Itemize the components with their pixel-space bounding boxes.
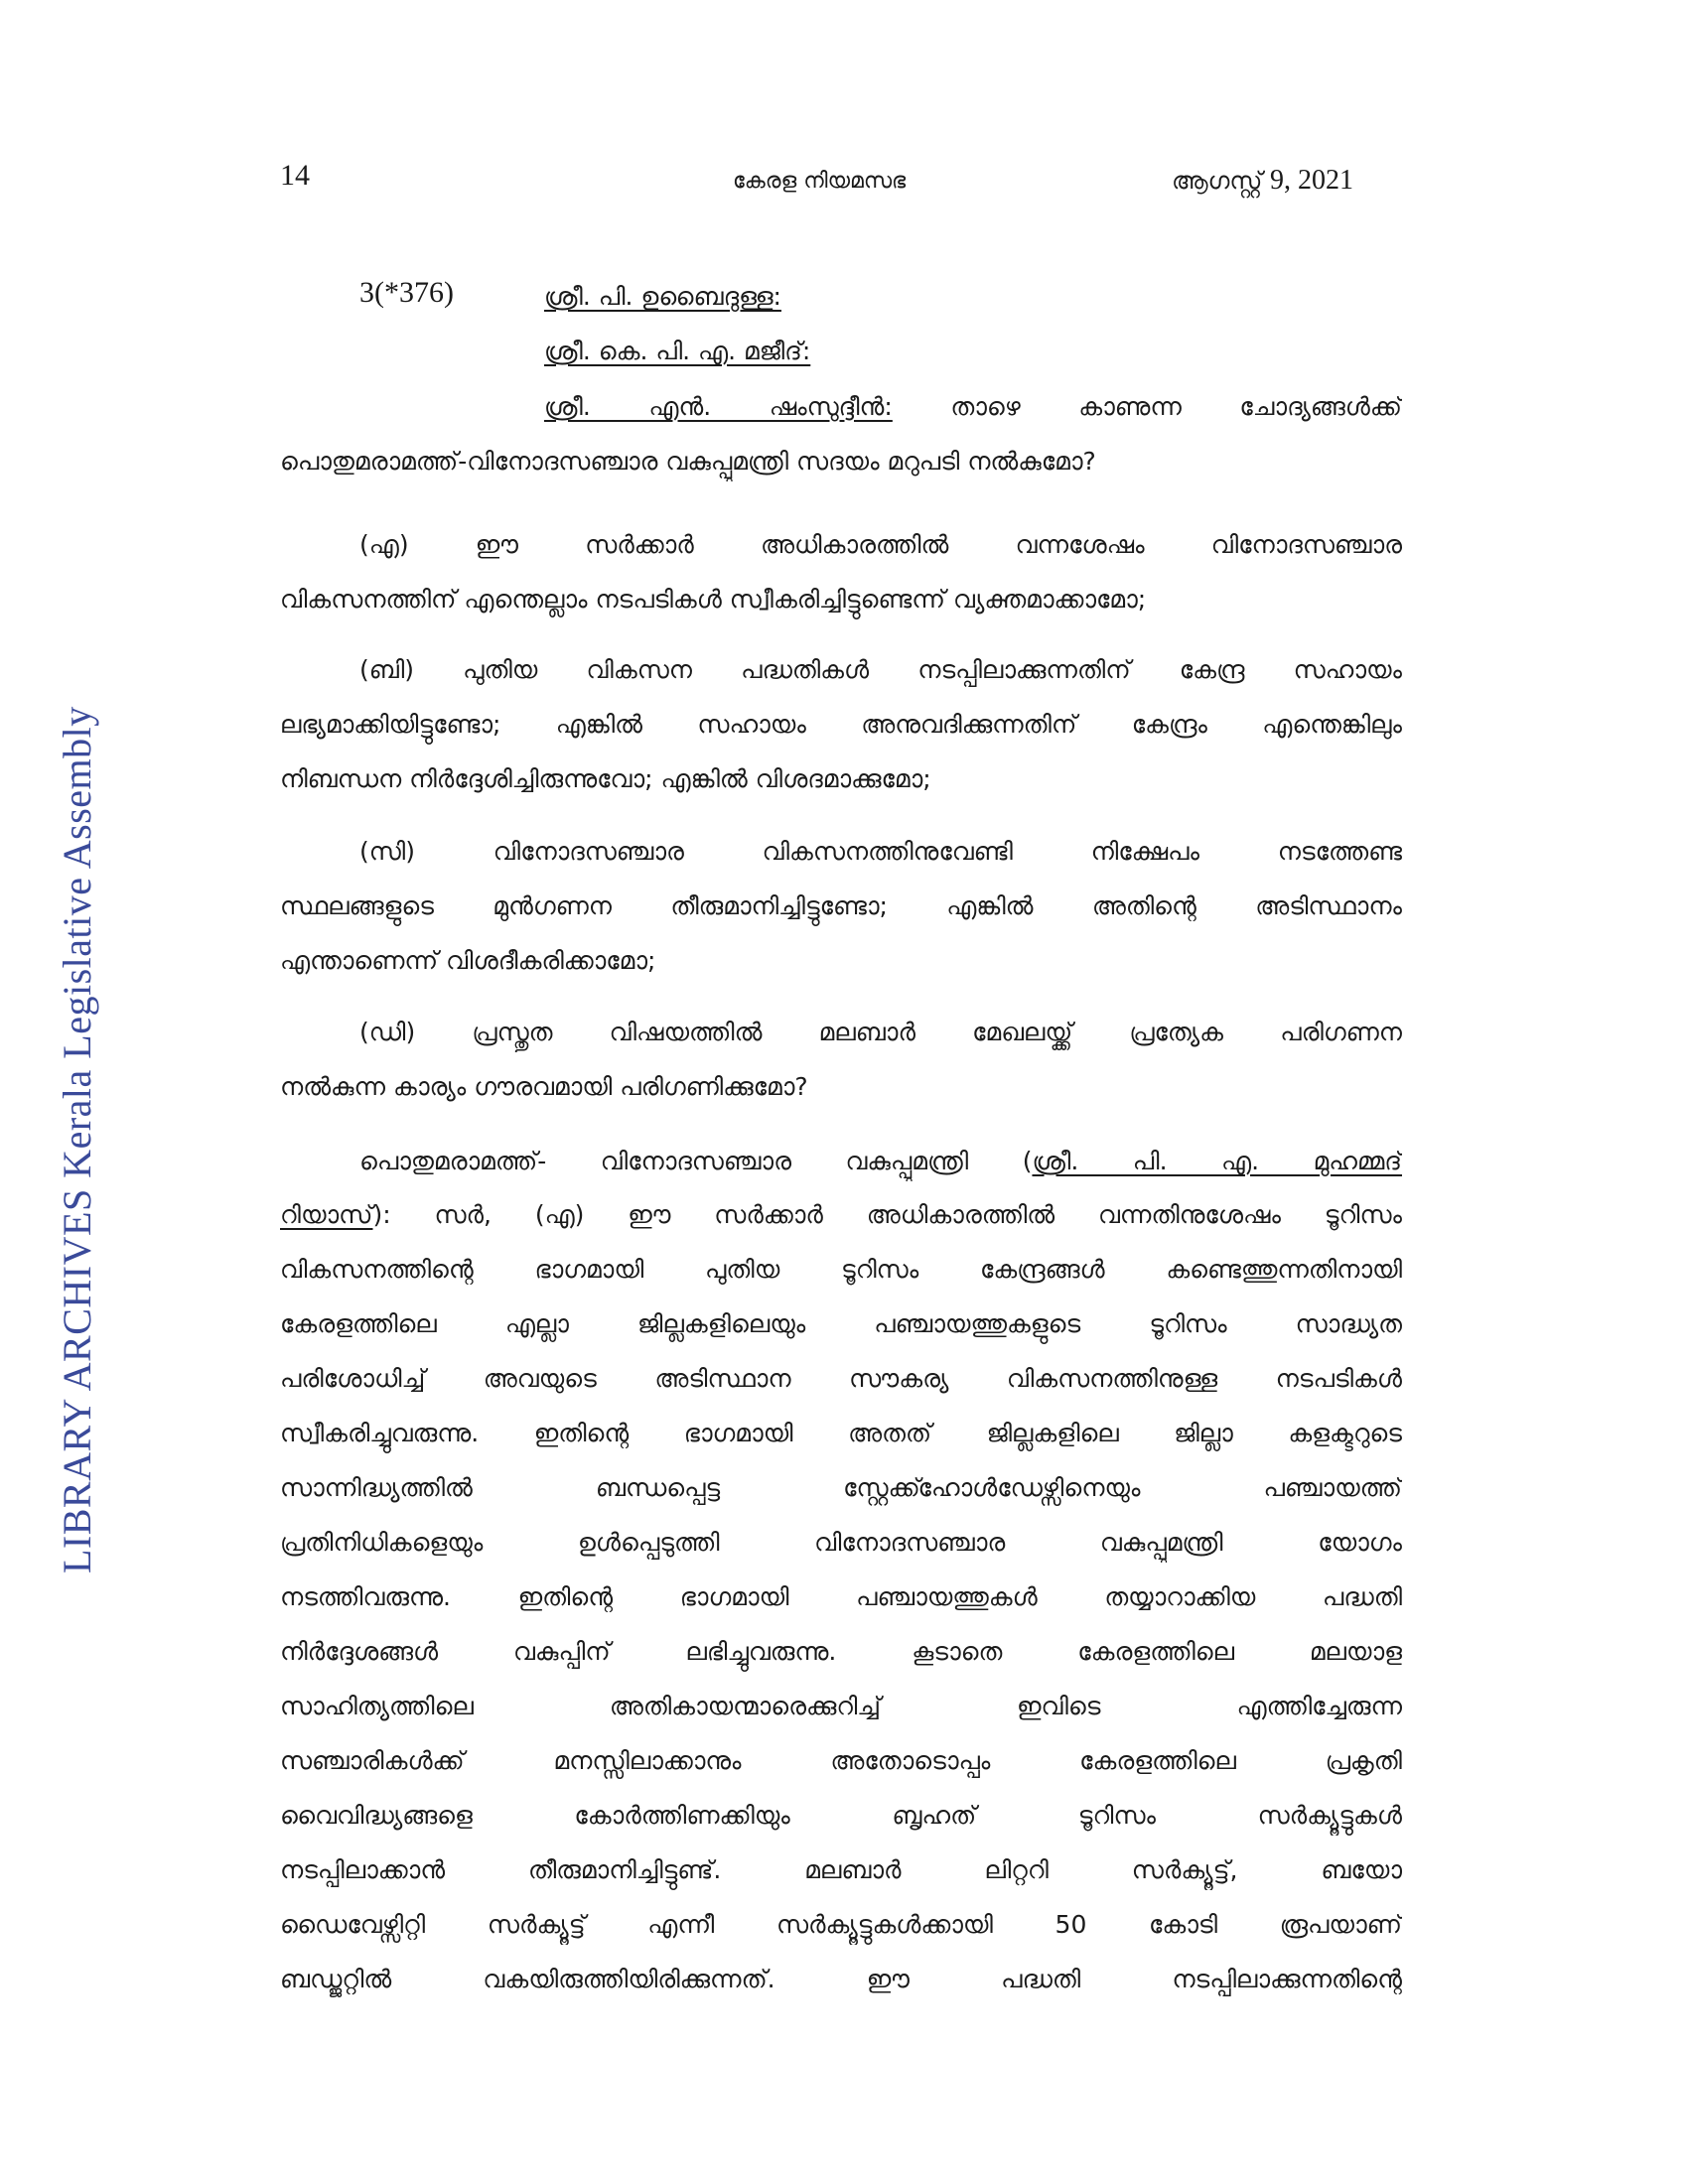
answer-line: സാന്നിദ്ധ്യത്തിൽ ബന്ധപ്പെട്ട സ്റ്റേക്ക്ഹോൾഡേഴ്സിനെയും പഞ്ചായത്ത് xyxy=(280,1473,1402,1502)
answer-line: ബഡ്ജറ്റിൽ വകയിരുത്തിയിരിക്കുന്നത്. ഈ പദ്ധതി നടപ്പിലാക്കുന്നതിന്റെ xyxy=(280,1965,1402,1993)
item-c-line-3: എന്താണെന്ന് വിശദീകരിക്കാമോ; xyxy=(280,946,656,975)
item-d-line-1: (ഡി) പ്രസ്തുത വിഷയത്തിൽ മലബാർ മേഖലയ്ക്ക് പ്രത്യേക പരിഗണന xyxy=(359,1018,1402,1046)
answer-line: സ്വീകരിച്ചുവരുന്നു. ഇതിന്റെ ഭാഗമായി അതത് ജില്ലകളിലെ ജില്ലാ കളക്ടറുടെ xyxy=(280,1419,1402,1447)
watermark-side-text: LIBRARY ARCHIVES Kerala Legislative Assembly xyxy=(55,706,99,1573)
answer-line: ഡൈവേഴ്സിറ്റി സർക്യൂട്ട് എന്നീ സർക്യൂട്ടുകൾക്കായി 50 കോടി രൂപയാണ് xyxy=(280,1910,1402,1939)
answer-line: പരിശോധിച്ച് അവയുടെ അടിസ്ഥാന സൗകര്യ വികസനത്തിനുള്ള നടപടികൾ xyxy=(280,1364,1402,1393)
member-name-3-line xyxy=(544,387,1402,427)
answer-line-2: റിയാസ്): സർ, (എ) ഈ സർക്കാർ അധികാരത്തിൽ വന്നതിനുശേഷം ടൂറിസം xyxy=(280,1200,1402,1229)
answer-line: സാഹിത്യത്തിലെ അതികായന്മാരെക്കുറിച്ച് ഇവിടെ എത്തിച്ചേരുന്ന xyxy=(280,1692,1402,1720)
item-c-line-1: (സി) വിനോദസഞ്ചാര വികസനത്തിനുവേണ്ടി നിക്ഷേപം നടത്തേണ്ട xyxy=(359,837,1402,866)
answer-line: നിർദ്ദേശങ്ങൾ വകുപ്പിന് ലഭിച്ചുവരുന്നു. കൂടാതെ കേരളത്തിലെ മലയാള xyxy=(280,1637,1402,1666)
item-b-line-2: ലഭ്യമാക്കിയിട്ടുണ്ടോ; എങ്കിൽ സഹായം അനുവദിക്കുന്നതിന് കേന്ദ്രം എന്തെങ്കിലും xyxy=(280,710,1402,739)
question-intro: താഴെ കാണുന്ന ചോദ്യങ്ങൾക്ക് xyxy=(892,392,1402,421)
member-name-1: ശ്രീ. പി. ഉബൈദുള്ള: xyxy=(544,282,781,311)
member-name-3: ശ്രീ. എൻ. ഷംസുദ്ദീൻ: xyxy=(544,392,893,421)
page-header-title: കേരള നിയമസഭ xyxy=(733,169,907,194)
item-a-line-2: വികസനത്തിന് എന്തെല്ലാം നടപടികൾ സ്വീകരിച്ചിട്ടുണ്ടെന്ന് വ്യക്തമാക്കാമോ; xyxy=(280,585,1147,614)
minister-name-cont: റിയാസ് xyxy=(280,1200,373,1229)
answer-line: കേരളത്തിലെ എല്ലാ ജില്ലകളിലെയും പഞ്ചായത്തുകളുടെ ടൂറിസം സാദ്ധ്യത xyxy=(280,1309,1402,1338)
answer-line: വികസനത്തിന്റെ ഭാഗമായി പുതിയ ടൂറിസം കേന്ദ്രങ്ങൾ കണ്ടെത്തുന്നതിനായി xyxy=(280,1255,1402,1284)
member-name-2: ശ്രീ. കെ. പി. എ. മജീദ്: xyxy=(544,337,811,365)
answer-line: നടപ്പിലാക്കാൻ തീരുമാനിച്ചിട്ടുണ്ട്. മലബാർ ലിറ്ററി സർക്യൂട്ട്, ബയോ xyxy=(280,1855,1402,1884)
date-month: ആഗസ്റ്റ് xyxy=(1172,167,1263,195)
answer-line: പ്രതിനിധികളെയും ഉൾപ്പെടുത്തി വിനോദസഞ്ചാര വകുപ്പുമന്ത്രി യോഗം xyxy=(280,1528,1402,1557)
answer-line: വൈവിദ്ധ്യങ്ങളെ കോർത്തിണക്കിയും ബൃഹത് ടൂറിസം സർക്യൂട്ടുകൾ xyxy=(280,1801,1402,1830)
answer-line-1: പൊതുമരാമത്ത്- വിനോദസഞ്ചാര വകുപ്പുമന്ത്രി (ശ്രീ. പി. എ. മുഹമ്മദ് xyxy=(359,1147,1402,1175)
item-b-line-1: (ബി) പുതിയ വികസന പദ്ധതികൾ നടപ്പിലാക്കുന്നതിന് കേന്ദ്ര സഹായം xyxy=(359,655,1402,684)
item-d-line-2: നൽകുന്ന കാര്യം ഗൗരവമായി പരിഗണിക്കുമോ? xyxy=(280,1072,808,1101)
answer-line: സഞ്ചാരികൾക്ക് മനസ്സിലാക്കാനും അതോടൊപ്പം കേരളത്തിലെ പ്രകൃതി xyxy=(280,1746,1402,1775)
page-number: 14 xyxy=(280,159,310,192)
item-c-line-2: സ്ഥലങ്ങളുടെ മുൻഗണന തീരുമാനിച്ചിട്ടുണ്ടോ; എങ്കിൽ അതിന്റെ അടിസ്ഥാനം xyxy=(280,891,1402,920)
item-b-line-3: നിബന്ധന നിർദ്ദേശിച്ചിരുന്നുവോ; എങ്കിൽ വിശദമാക്കുമോ; xyxy=(280,764,931,793)
page-header-date xyxy=(1172,165,1353,197)
item-a-line-1: (എ) ഈ സർക്കാർ അധികാരത്തിൽ വന്നശേഷം വിനോദസഞ്ചാര xyxy=(359,530,1402,559)
minister-name: ശ്രീ. പി. എ. മുഹമ്മദ് xyxy=(1032,1147,1402,1175)
question-intro-line: പൊതുമരാമത്ത്-വിനോദസഞ്ചാര വകുപ്പുമന്ത്രി സദയം മറുപടി നൽകുമോ? xyxy=(280,447,1096,476)
question-number: 3(*376) xyxy=(359,276,454,309)
answer-line: നടത്തിവരുന്നു. ഇതിന്റെ ഭാഗമായി പഞ്ചായത്തുകൾ തയ്യാറാക്കിയ പദ്ധതി xyxy=(280,1582,1402,1611)
date-day-year: 9, 2021 xyxy=(1269,165,1353,196)
